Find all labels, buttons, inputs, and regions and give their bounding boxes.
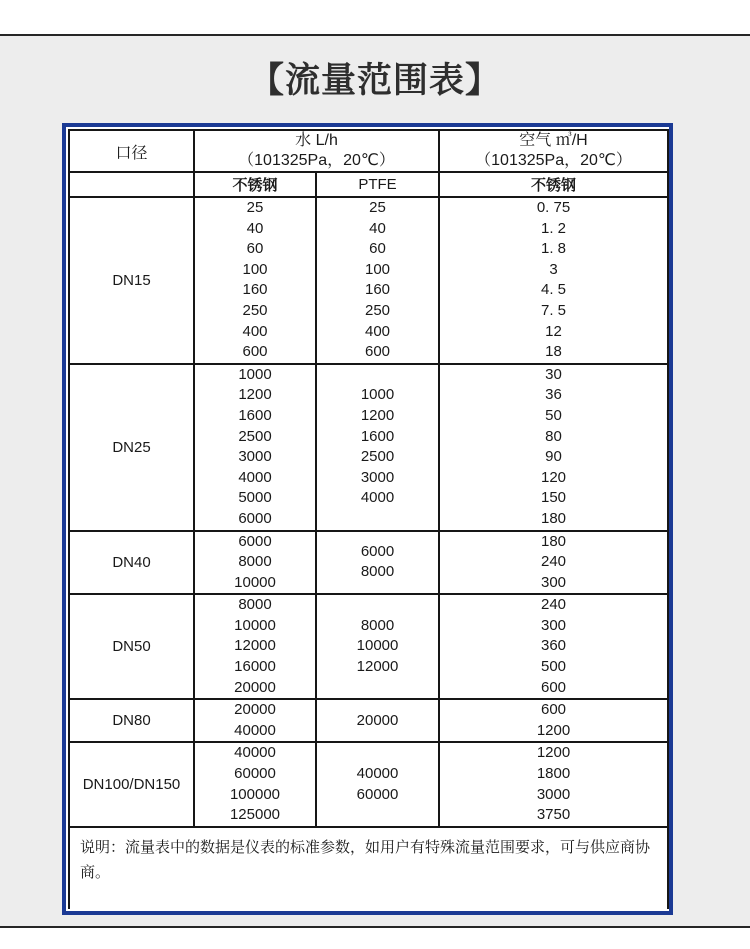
value-line: 10000 bbox=[356, 637, 399, 655]
value-line: 400 bbox=[242, 322, 268, 340]
diameter-cell: DN80 bbox=[69, 699, 194, 742]
value-line: 180 bbox=[541, 509, 567, 527]
flow-range-table bbox=[62, 123, 673, 915]
value-line: 1. 8 bbox=[541, 240, 567, 258]
air-steel-cell bbox=[439, 364, 668, 531]
value-line: 1600 bbox=[238, 406, 272, 424]
value-line: 3000 bbox=[238, 448, 272, 466]
page-title: 【流量范围表】 bbox=[248, 61, 501, 100]
table-row bbox=[69, 699, 668, 742]
value-line: 8000 bbox=[238, 596, 272, 614]
value-line: 160 bbox=[242, 281, 268, 299]
value-line: 500 bbox=[541, 658, 567, 676]
value-line: 36 bbox=[545, 386, 562, 404]
diameter-cell: DN25 bbox=[69, 364, 194, 531]
value-line: 1000 bbox=[360, 386, 395, 404]
value-line: 40000 bbox=[356, 765, 399, 783]
value-line: 16000 bbox=[234, 658, 276, 676]
value-line: 20000 bbox=[356, 711, 399, 729]
header-water bbox=[194, 130, 439, 172]
diameter-cell: DN50 bbox=[69, 594, 194, 699]
value-line: 4000 bbox=[360, 489, 395, 507]
water-ptfe-cell bbox=[316, 699, 439, 742]
diameter-cell: DN15 bbox=[69, 197, 194, 364]
value-line: 12 bbox=[545, 322, 562, 340]
value-line: 6000 bbox=[360, 542, 395, 560]
value-line: 100 bbox=[364, 260, 391, 278]
water-ptfe-cell bbox=[316, 531, 439, 595]
value-line: 30 bbox=[545, 365, 562, 383]
value-line: 0. 75 bbox=[536, 199, 571, 216]
table-note: 说明：流量表中的数据是仪表的标准参数，如用户有特殊流量范围要求，可与供应商协商。 bbox=[69, 827, 668, 909]
value-line: 360 bbox=[541, 637, 567, 655]
table-row bbox=[69, 594, 668, 699]
water-ptfe-cell bbox=[316, 197, 439, 364]
value-line: 50 bbox=[545, 406, 562, 424]
header-row-2 bbox=[69, 172, 668, 197]
value-line: 1200 bbox=[536, 721, 571, 739]
value-line: 1200 bbox=[360, 406, 395, 424]
water-ptfe-cell bbox=[316, 364, 439, 531]
value-line: 4. 5 bbox=[541, 281, 567, 299]
header-row-1 bbox=[69, 130, 668, 172]
header-air-steel: 不锈钢 bbox=[439, 172, 668, 197]
value-line: 12000 bbox=[234, 637, 276, 655]
value-line: 90 bbox=[545, 448, 562, 466]
value-line: 1800 bbox=[536, 765, 571, 783]
value-line: 60 bbox=[369, 240, 386, 258]
flow-table bbox=[68, 129, 669, 909]
value-line: 6000 bbox=[238, 532, 272, 550]
water-steel-cell bbox=[194, 364, 316, 531]
value-line: 20000 bbox=[234, 701, 276, 719]
table-row bbox=[69, 531, 668, 595]
value-line: 600 bbox=[364, 343, 391, 361]
value-line: 10000 bbox=[234, 573, 276, 591]
water-steel-cell bbox=[194, 742, 316, 826]
value-line: 3000 bbox=[360, 468, 395, 486]
value-line: 25 bbox=[246, 199, 264, 216]
value-line: 18 bbox=[545, 343, 562, 361]
note-row bbox=[69, 827, 668, 909]
value-line: 8000 bbox=[238, 553, 272, 571]
header-water-steel: 不锈钢 bbox=[194, 172, 316, 197]
header-air-condition: （101325Pa，20℃） bbox=[475, 152, 632, 169]
value-line: 2500 bbox=[360, 448, 395, 466]
diameter-cell: DN100/DN150 bbox=[69, 742, 194, 826]
header-water-ptfe: PTFE bbox=[316, 172, 439, 197]
content-area bbox=[0, 34, 750, 928]
air-steel-cell bbox=[439, 197, 668, 364]
table-row bbox=[69, 364, 668, 531]
header-empty-cell bbox=[69, 172, 194, 197]
value-line: 10000 bbox=[234, 616, 276, 634]
header-air bbox=[439, 130, 668, 172]
water-steel-cell bbox=[194, 699, 316, 742]
value-line: 100 bbox=[242, 260, 268, 278]
value-line: 25 bbox=[369, 199, 386, 216]
water-ptfe-cell bbox=[316, 594, 439, 699]
value-line: 150 bbox=[541, 489, 567, 507]
value-line: 250 bbox=[242, 301, 268, 319]
value-line: 3 bbox=[549, 260, 558, 278]
value-line: 600 bbox=[541, 701, 567, 719]
value-line: 60000 bbox=[234, 765, 276, 783]
header-water-title: 水 L/h bbox=[295, 132, 338, 149]
value-line: 60 bbox=[246, 240, 264, 258]
value-line: 6000 bbox=[238, 509, 272, 527]
value-line: 300 bbox=[541, 573, 567, 591]
header-diameter: 口径 bbox=[69, 130, 194, 172]
air-steel-cell bbox=[439, 742, 668, 826]
header-water-condition: （101325Pa，20℃） bbox=[238, 152, 395, 169]
value-line: 1200 bbox=[238, 386, 272, 404]
value-line: 2500 bbox=[238, 427, 272, 445]
value-line: 1200 bbox=[536, 744, 571, 762]
header-air-title: 空气 ㎥/H bbox=[519, 132, 588, 149]
value-line: 3750 bbox=[536, 806, 571, 824]
value-line: 400 bbox=[364, 322, 391, 340]
water-ptfe-cell bbox=[316, 742, 439, 826]
value-line: 600 bbox=[242, 343, 268, 361]
air-steel-cell bbox=[439, 594, 668, 699]
value-line: 1600 bbox=[360, 427, 395, 445]
value-line: 40000 bbox=[234, 721, 276, 739]
value-line: 8000 bbox=[360, 563, 395, 581]
water-steel-cell bbox=[194, 594, 316, 699]
value-line: 250 bbox=[364, 301, 391, 319]
value-line: 8000 bbox=[360, 616, 395, 634]
value-line: 4000 bbox=[238, 468, 272, 486]
value-line: 240 bbox=[541, 596, 567, 614]
value-line: 60000 bbox=[356, 785, 399, 803]
value-line: 3000 bbox=[536, 785, 571, 803]
value-line: 1000 bbox=[238, 365, 272, 383]
value-line: 40 bbox=[246, 219, 264, 237]
diameter-cell: DN40 bbox=[69, 531, 194, 595]
water-steel-cell bbox=[194, 197, 316, 364]
value-line: 125000 bbox=[229, 806, 281, 824]
value-line: 600 bbox=[541, 678, 567, 696]
value-line: 5000 bbox=[238, 489, 272, 507]
value-line: 1. 2 bbox=[541, 219, 567, 237]
value-line: 80 bbox=[545, 427, 562, 445]
value-line: 240 bbox=[541, 553, 567, 571]
value-line: 40 bbox=[369, 219, 386, 237]
value-line: 40000 bbox=[234, 744, 276, 762]
air-steel-cell bbox=[439, 699, 668, 742]
value-line: 7. 5 bbox=[541, 301, 567, 319]
flow-table-body bbox=[69, 197, 668, 827]
value-line: 100000 bbox=[229, 785, 281, 803]
table-row bbox=[69, 742, 668, 826]
air-steel-cell bbox=[439, 531, 668, 595]
value-line: 180 bbox=[541, 532, 567, 550]
value-line: 12000 bbox=[356, 658, 399, 676]
water-steel-cell bbox=[194, 531, 316, 595]
value-line: 20000 bbox=[234, 678, 276, 696]
value-line: 300 bbox=[541, 616, 567, 634]
value-line: 160 bbox=[364, 281, 391, 299]
table-row bbox=[69, 197, 668, 364]
value-line: 120 bbox=[541, 468, 567, 486]
